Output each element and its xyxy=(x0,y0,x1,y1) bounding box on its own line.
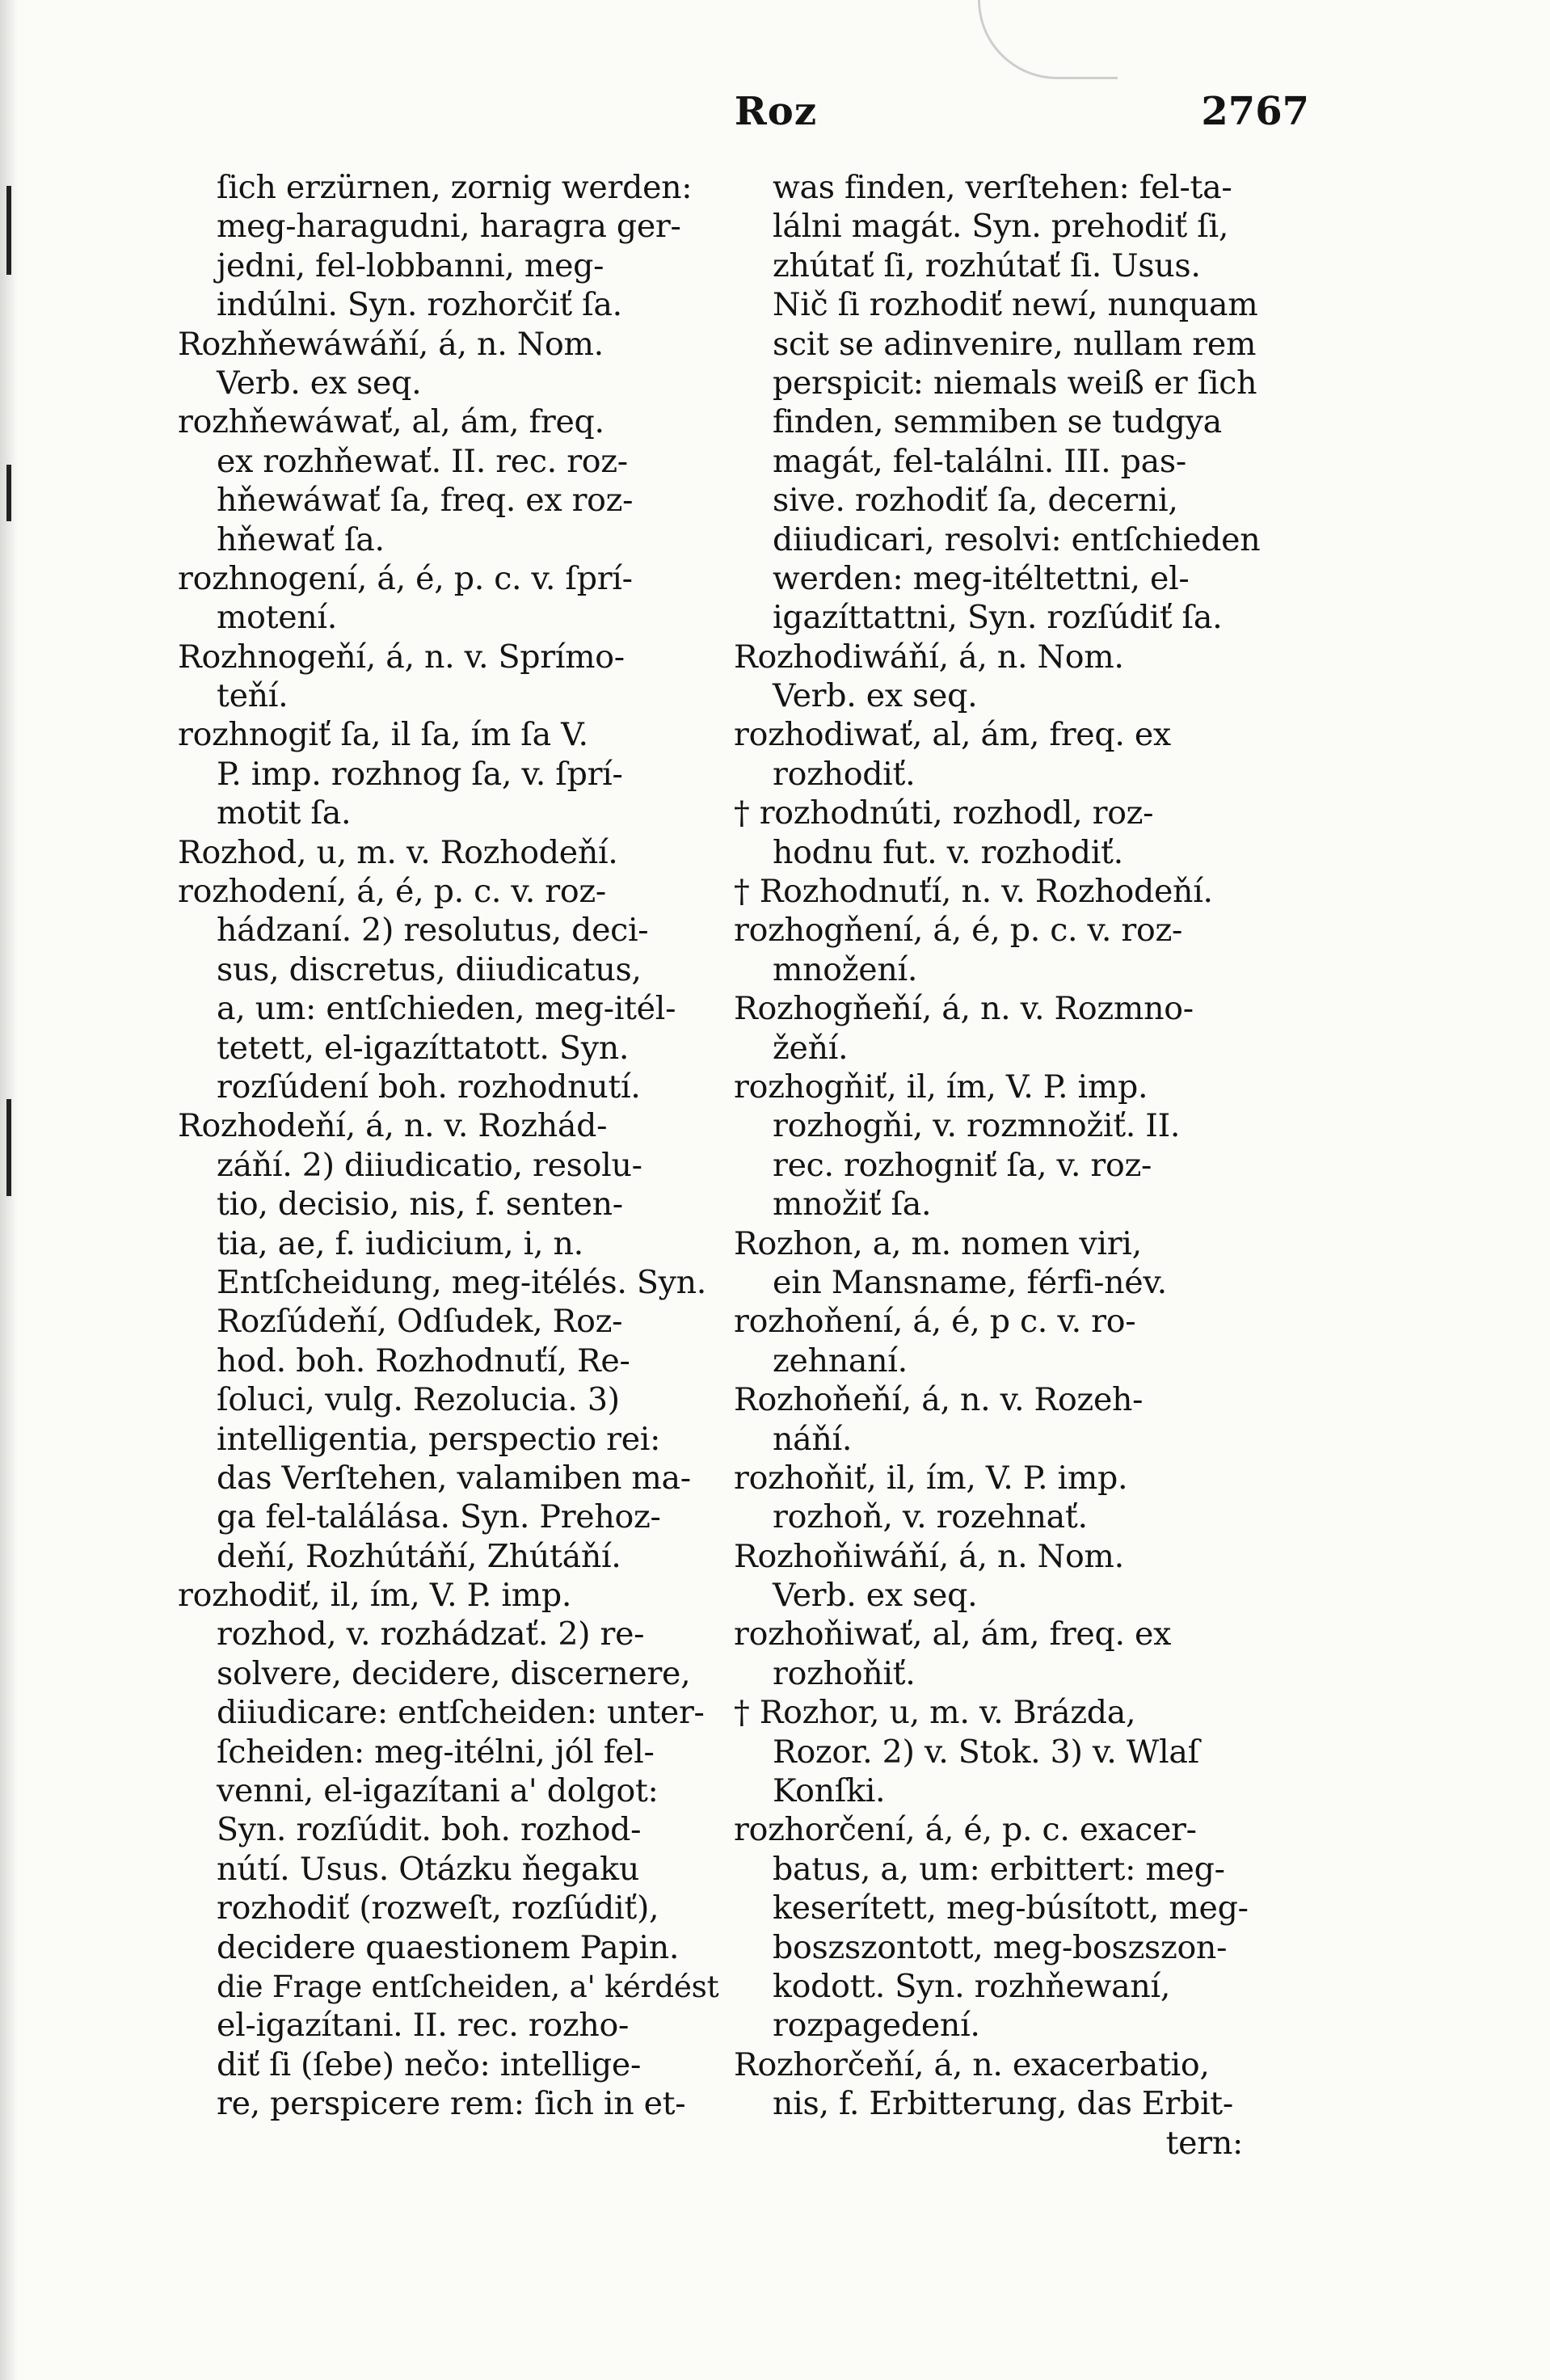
dictionary-line: sus, discretus, diiudicatus, xyxy=(217,950,642,988)
dictionary-line: množení. xyxy=(773,950,918,988)
dictionary-line: Rozhodiwáňí, á, n. Nom. xyxy=(734,638,1124,676)
dictionary-line: tia, ae, f. iudicium, i, n. xyxy=(217,1224,583,1262)
dictionary-line: meg-haragudni, haragra ger- xyxy=(217,208,681,246)
dictionary-line: † rozhodnúti, rozhodl, roz- xyxy=(734,794,1154,832)
dictionary-line: tio, decisio, nis, f. senten- xyxy=(217,1186,623,1224)
dictionary-line: množiť ſa. xyxy=(773,1186,932,1224)
dictionary-line: scit se adinvenire, nullam rem xyxy=(773,325,1257,363)
dictionary-line: † Rozhodnuťí, n. v. Rozhodeňí. xyxy=(734,873,1213,911)
dictionary-line: Rozhod, u, m. v. Rozhodeňí. xyxy=(178,833,618,871)
dictionary-line: tern: xyxy=(1165,2124,1243,2162)
dictionary-line: Rozhodeňí, á, n. v. Rozhád- xyxy=(178,1107,608,1145)
dictionary-line: el-igazítani. II. rec. rozho- xyxy=(217,2007,630,2045)
dictionary-line: sive. rozhodiť ſa, decerni, xyxy=(773,482,1178,520)
dictionary-line: rozhogňení, á, é, p. c. v. roz- xyxy=(734,912,1183,950)
dictionary-line: Rozhnogeňí, á, n. v. Sprímo- xyxy=(178,638,625,676)
dictionary-line: ga fel-találása. Syn. Prehoz- xyxy=(217,1498,661,1536)
dictionary-line: rozhogňiť, il, ím, V. P. imp. xyxy=(734,1068,1148,1106)
dictionary-line: Rozhoňiwáňí, á, n. Nom. xyxy=(734,1537,1124,1575)
dictionary-line: ex rozhňewať. II. rec. roz- xyxy=(217,442,628,480)
dictionary-line: igazíttattni, Syn. rozſúdiť ſa. xyxy=(773,599,1223,637)
dictionary-line: Rozhňewáwáňí, á, n. Nom. xyxy=(178,325,604,363)
page-corner-fold xyxy=(978,0,1118,79)
dictionary-line: hod. boh. Rozhodnuťí, Re- xyxy=(217,1342,630,1380)
dictionary-line: zhútať ſi, rozhútať ſi. Usus. xyxy=(773,246,1201,284)
dictionary-line: ſcheiden: meg-itélni, jól fel- xyxy=(217,1733,655,1771)
dictionary-line: rozhodiwať, al, ám, freq. ex xyxy=(734,716,1171,754)
dictionary-line: rozhogňi, v. rozmnožiť. II. xyxy=(773,1107,1181,1145)
dictionary-line: rozpagedení. xyxy=(773,2007,980,2045)
dictionary-line: hňewať ſa. xyxy=(217,520,385,558)
dictionary-line: rozſúdení boh. rozhodnutí. xyxy=(217,1068,641,1106)
dictionary-line: † Rozhor, u, m. v. Brázda, xyxy=(734,1694,1136,1732)
dictionary-line: indúlni. Syn. rozhorčiť ſa. xyxy=(217,286,622,324)
dictionary-line: Verb. ex seq. xyxy=(773,1577,978,1615)
dictionary-line: náňí. xyxy=(773,1420,853,1458)
dictionary-line: batus, a, um: erbittert: meg- xyxy=(773,1850,1225,1888)
dictionary-line: a, um: entſchieden, meg-itél- xyxy=(217,990,676,1028)
dictionary-line: hodnu fut. v. rozhodiť. xyxy=(773,833,1123,871)
dictionary-line: Rozſúdeňí, Odſudek, Roz- xyxy=(217,1303,623,1341)
dictionary-line: ein Mansname, férfi-név. xyxy=(773,1263,1167,1301)
dictionary-line: rozhoňení, á, é, p c. v. ro- xyxy=(734,1303,1136,1341)
right-column xyxy=(734,168,1275,2163)
dictionary-line: rozhoňiť, il, ím, V. P. imp. xyxy=(734,1459,1128,1497)
dictionary-line: solvere, decidere, discernere, xyxy=(217,1654,691,1692)
dictionary-line: decidere quaestionem Papin. xyxy=(217,1928,680,1966)
dictionary-line: rozhorčení, á, é, p. c. exacer- xyxy=(734,1811,1197,1849)
dictionary-line: rozhod, v. rozhádzať. 2) re- xyxy=(217,1615,645,1653)
dictionary-line: Syn. rozſúdit. boh. rozhod- xyxy=(217,1811,642,1849)
dictionary-line: jedni, fel-lobbanni, meg- xyxy=(217,246,604,284)
dictionary-line: keserített, meg-búsított, meg- xyxy=(773,1889,1249,1927)
dictionary-line: Verb. ex seq. xyxy=(217,364,422,402)
margin-mark xyxy=(6,1099,11,1196)
dictionary-line: werden: meg-itéltettni, el- xyxy=(773,559,1190,597)
dictionary-line: rozhoňiwať, al, ám, freq. ex xyxy=(734,1615,1172,1653)
dictionary-line: diiudicare: entſcheiden: unter- xyxy=(217,1694,705,1732)
dictionary-line: Verb. ex seq. xyxy=(773,677,978,715)
dictionary-line: rozhnogení, á, é, p. c. v. ſprí- xyxy=(178,559,633,597)
dictionary-line: hádzaní. 2) resolutus, deci- xyxy=(217,912,649,950)
margin-mark xyxy=(6,465,11,521)
dictionary-line: Rozhon, a, m. nomen viri, xyxy=(734,1224,1142,1262)
dictionary-line: Entſcheidung, meg-itélés. Syn. xyxy=(217,1263,707,1301)
running-header-word: Roz xyxy=(734,89,818,134)
dictionary-line: motení. xyxy=(217,599,338,637)
dictionary-line: das Verſtehen, valamiben ma- xyxy=(217,1459,691,1497)
dictionary-line: magát, fel-találni. III. pas- xyxy=(773,442,1186,480)
dictionary-line: perspicit: niemals weiß er ſich xyxy=(773,364,1257,402)
dictionary-line: teňí. xyxy=(217,677,289,715)
page-number: 2767 xyxy=(1201,89,1309,134)
dictionary-line: deňí, Rozhútáňí, Zhútáňí. xyxy=(217,1537,621,1575)
margin-mark xyxy=(6,186,11,275)
dictionary-line: rozhnogiť ſa, il ſa, ím ſa V. xyxy=(178,716,588,754)
dictionary-line: kodott. Syn. rozhňewaní, xyxy=(773,1967,1171,2005)
dictionary-line: re, perspicere rem: ſich in et- xyxy=(217,2085,686,2123)
dictionary-line: rozhodiť. xyxy=(773,755,916,793)
dictionary-line: Rozhoňeňí, á, n. v. Rozeh- xyxy=(734,1381,1144,1419)
dictionary-line: rozhňewáwať, al, ám, freq. xyxy=(178,403,604,441)
dictionary-line: venni, el-igazítani a' dolgot: xyxy=(217,1772,659,1810)
dictionary-line: lálni magát. Syn. prehodiť ſi, xyxy=(773,208,1229,246)
dictionary-line: motit ſa. xyxy=(217,794,352,832)
dictionary-line: Nič ſi rozhodiť newí, nunquam xyxy=(773,286,1258,324)
dictionary-line: zehnaní. xyxy=(773,1342,908,1380)
dictionary-line: P. imp. rozhnog ſa, v. ſprí- xyxy=(217,755,623,793)
dictionary-line: rozhodiť (rozweſt, rozſúdiť), xyxy=(217,1889,659,1927)
dictionary-line: Rozhorčeňí, á, n. exacerbatio, xyxy=(734,2045,1210,2083)
dictionary-line: nútí. Usus. Otázku ňegaku xyxy=(217,1850,639,1888)
dictionary-line: rozhoň, v. rozehnať. xyxy=(773,1498,1088,1536)
dictionary-line: Rozor. 2) v. Stok. 3) v. Wlaſ xyxy=(773,1733,1199,1771)
dictionary-line: nis, f. Erbitterung, das Erbit- xyxy=(773,2085,1233,2123)
left-column xyxy=(178,168,719,2124)
dictionary-line: intelligentia, perspectio rei: xyxy=(217,1420,661,1458)
dictionary-line: Rozhogňeňí, á, n. v. Rozmno- xyxy=(734,990,1194,1028)
dictionary-line: diiudicari, resolvi: entſchieden xyxy=(773,520,1261,558)
dictionary-line: žeňí. xyxy=(773,1029,849,1067)
dictionary-line: ſoluci, vulg. Rezolucia. 3) xyxy=(217,1381,620,1419)
dictionary-line: was finden, verſtehen: fel-ta- xyxy=(773,169,1232,206)
dictionary-line: ſich erzürnen, zornig werden: xyxy=(217,169,693,206)
dictionary-line: rozhodiť, il, ím, V. P. imp. xyxy=(178,1577,572,1615)
dictionary-line: hňewáwať ſa, freq. ex roz- xyxy=(217,482,634,520)
dictionary-line: záňí. 2) diiudicatio, resolu- xyxy=(217,1146,642,1184)
dictionary-line: rec. rozhogniť ſa, v. roz- xyxy=(773,1146,1152,1184)
dictionary-line: finden, semmiben se tudgya xyxy=(773,403,1222,441)
dictionary-line: rozhodení, á, é, p. c. v. roz- xyxy=(178,873,606,911)
dictionary-line: die Frage entſcheiden, a' kérdést xyxy=(217,1968,719,2004)
dictionary-line: boszszontott, meg-boszszon- xyxy=(773,1928,1228,1966)
dictionary-line: tetett, el-igazíttatott. Syn. xyxy=(217,1029,630,1067)
dictionary-line: diť ſi (ſebe) nečo: intellige- xyxy=(217,2045,642,2083)
dictionary-line: rozhoňiť. xyxy=(773,1654,916,1692)
dictionary-line: Konſki. xyxy=(773,1772,886,1810)
